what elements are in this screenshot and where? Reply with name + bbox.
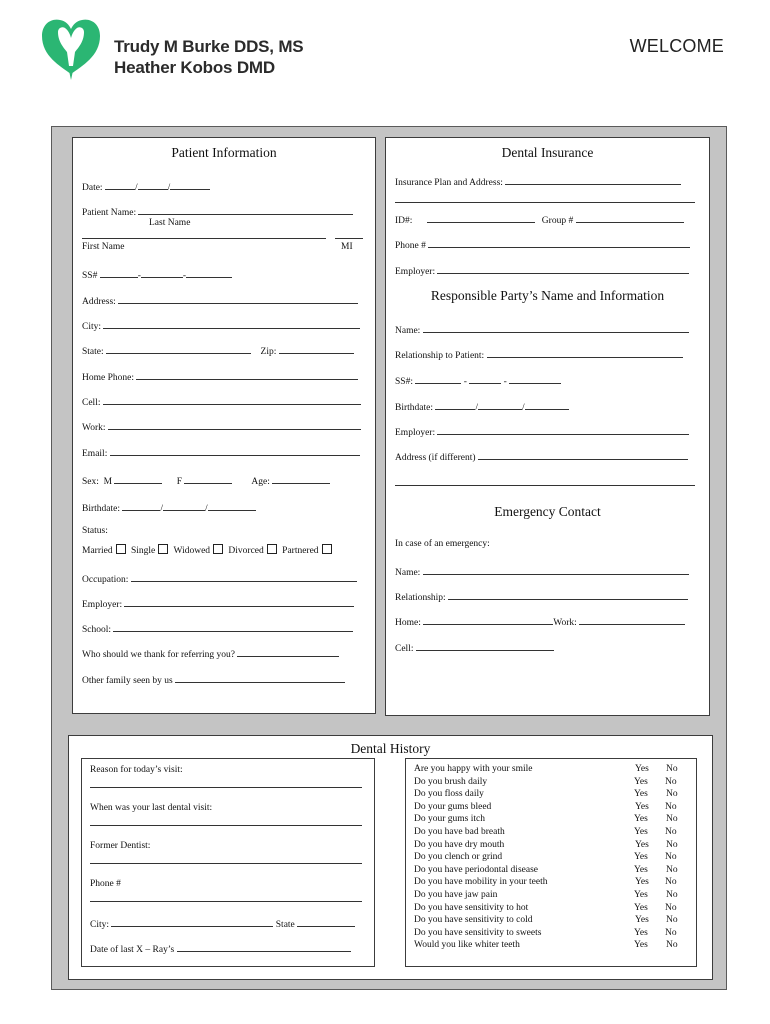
no-option[interactable]: No — [666, 940, 678, 951]
first-name-line[interactable] — [82, 238, 326, 239]
state-zip-field[interactable]: State: Zip: — [82, 344, 354, 357]
last-xray-field[interactable]: Date of last X – Ray’s — [90, 942, 351, 955]
other-family-field[interactable]: Other family seen by us — [82, 673, 345, 686]
insurance-panel — [385, 137, 710, 716]
dental-history-title: Dental History — [350, 741, 431, 756]
yes-option[interactable]: Yes — [634, 927, 648, 938]
no-option[interactable]: No — [666, 764, 678, 774]
patient-information-title: Patient Information — [171, 145, 277, 160]
yes-option[interactable]: Yes — [634, 827, 648, 837]
dental-history-panel — [68, 735, 713, 980]
ss-field[interactable]: SS# - - — [82, 268, 232, 281]
emergency-relationship-field[interactable]: Relationship: — [395, 590, 688, 603]
no-option[interactable]: No — [666, 864, 678, 875]
relationship-to-patient-field[interactable]: Relationship to Patient: — [395, 348, 683, 361]
home-phone-field[interactable]: Home Phone: — [82, 370, 358, 383]
status-widowed-checkbox[interactable] — [213, 544, 223, 554]
sex-age-field[interactable]: Sex: M F Age: — [82, 474, 330, 487]
former-dentist-phone-line[interactable] — [90, 901, 362, 902]
patient-name-field[interactable]: Patient Name: — [82, 205, 353, 218]
patient-information-panel — [72, 137, 376, 714]
mi-line[interactable] — [335, 238, 363, 239]
responsible-birthdate-field[interactable]: Birthdate: / / — [395, 400, 569, 413]
insurance-phone-field[interactable]: Phone # — [395, 238, 690, 251]
yes-option[interactable]: Yes — [635, 764, 649, 774]
status-options[interactable] — [82, 544, 335, 556]
last-visit-label: When was your last dental visit: — [90, 803, 213, 813]
id-group-field[interactable]: ID#: Group # — [395, 213, 684, 226]
responsible-party-title: Responsible Party’s Name and Information — [430, 288, 665, 303]
status-married-checkbox[interactable] — [116, 544, 126, 554]
dental-question: Do you have sensitivity to cold — [414, 915, 533, 926]
status-partnered-checkbox[interactable] — [322, 544, 332, 554]
status-married-label: Married — [82, 546, 113, 556]
no-option[interactable]: No — [665, 902, 677, 913]
dental-question: Do you brush daily — [414, 776, 488, 787]
dental-question: Do you have jaw pain — [414, 890, 498, 900]
responsible-name-field[interactable]: Name: — [395, 323, 689, 336]
practice-logo — [38, 16, 104, 84]
no-option[interactable]: No — [666, 890, 678, 900]
dental-question: Do you have mobility in your teeth — [414, 877, 548, 888]
no-option[interactable]: No — [665, 827, 677, 837]
dental-question: Do you have sensitivity to sweets — [414, 927, 542, 938]
responsible-address-line-2[interactable] — [395, 485, 695, 486]
reason-for-visit-label: Reason for today’s visit: — [90, 765, 183, 775]
status-divorced-label: Divorced — [228, 546, 264, 556]
yes-option[interactable]: Yes — [634, 814, 648, 825]
yes-option[interactable]: Yes — [634, 890, 648, 900]
referral-field[interactable]: Who should we thank for referring you? — [82, 647, 339, 660]
mi-label: MI — [341, 242, 353, 252]
dentist-name-1: Trudy M Burke DDS, MS — [114, 37, 304, 56]
emergency-name-field[interactable]: Name: — [395, 565, 689, 578]
city-field[interactable]: City: — [82, 319, 360, 332]
dentist-name-2: Heather Kobos DMD — [114, 58, 275, 77]
cell-field[interactable]: Cell: — [82, 395, 361, 408]
emergency-home-work-field[interactable]: Home: Work: — [395, 615, 685, 628]
in-case-of-emergency-label: In case of an emergency: — [395, 539, 490, 549]
yes-option[interactable]: Yes — [634, 864, 648, 875]
practice-name — [114, 36, 303, 78]
dental-question: Would you like whiter teeth — [414, 940, 520, 951]
yes-option[interactable]: Yes — [634, 789, 648, 800]
dental-question: Do your gums bleed — [414, 801, 492, 812]
no-option[interactable]: No — [665, 852, 677, 863]
no-option[interactable]: No — [665, 801, 677, 812]
yes-option[interactable]: Yes — [635, 801, 649, 812]
welcome-heading: WELCOME — [629, 36, 724, 56]
dental-question: Do you have bad breath — [414, 827, 505, 837]
last-visit-line[interactable] — [90, 825, 362, 826]
no-option[interactable]: No — [666, 814, 678, 825]
former-dentist-phone-label: Phone # — [90, 879, 121, 889]
no-option[interactable]: No — [665, 877, 677, 888]
yes-option[interactable]: Yes — [634, 852, 648, 863]
status-partnered-label: Partnered — [282, 546, 319, 556]
former-dentist-label: Former Dentist: — [90, 841, 151, 851]
reason-for-visit-line[interactable] — [90, 787, 362, 788]
status-widowed-label: Widowed — [173, 546, 211, 556]
address-field[interactable]: Address: — [82, 294, 358, 307]
dental-question: Do you have dry mouth — [414, 839, 505, 850]
occupation-field[interactable]: Occupation: — [82, 572, 357, 585]
status-label: Status: — [82, 526, 108, 536]
no-option[interactable]: No — [666, 789, 678, 800]
no-option[interactable]: No — [666, 915, 678, 926]
emergency-contact-title: Emergency Contact — [494, 504, 601, 519]
former-dentist-line[interactable] — [90, 863, 362, 864]
status-single-checkbox[interactable] — [158, 544, 168, 554]
insurance-address-line[interactable] — [395, 202, 695, 203]
no-option[interactable]: No — [665, 927, 677, 938]
dental-question: Do you have sensitivity to hot — [414, 902, 529, 913]
last-name-label: Last Name — [149, 218, 191, 228]
dental-questions-box — [405, 758, 697, 967]
yes-option[interactable]: Yes — [634, 776, 648, 787]
responsible-employer-field[interactable]: Employer: — [395, 425, 689, 438]
work-field[interactable]: Work: — [82, 420, 361, 433]
yes-option[interactable]: Yes — [635, 839, 649, 850]
dental-question: Are you happy with your smile — [414, 764, 533, 774]
school-field[interactable]: School: — [82, 622, 353, 635]
date-field[interactable]: Date: / / — [82, 180, 210, 193]
status-divorced-checkbox[interactable] — [267, 544, 277, 554]
yes-option[interactable]: Yes — [634, 902, 648, 913]
insurance-employer-field[interactable]: Employer: — [395, 264, 689, 277]
dental-question: Do you clench or grind — [414, 852, 503, 863]
emergency-cell-field[interactable]: Cell: — [395, 641, 554, 654]
city-state-field[interactable]: City: State — [90, 917, 355, 930]
first-name-label: First Name — [82, 242, 125, 252]
status-single-label: Single — [130, 546, 156, 556]
dental-question: Do you have periodontal disease — [414, 864, 538, 875]
yes-option[interactable]: Yes — [635, 877, 649, 888]
dental-question: Do you floss daily — [414, 789, 484, 800]
yes-option[interactable]: Yes — [635, 915, 649, 926]
yes-option[interactable]: Yes — [634, 940, 648, 951]
dental-question: Do your gums itch — [414, 814, 485, 825]
birthdate-field[interactable]: Birthdate: / / — [82, 501, 256, 514]
insurance-plan-field[interactable]: Insurance Plan and Address: — [395, 175, 681, 188]
dental-insurance-title: Dental Insurance — [501, 145, 594, 160]
responsible-address-field[interactable]: Address (if different) — [395, 450, 688, 463]
no-option[interactable]: No — [665, 776, 677, 787]
email-field[interactable]: Email: — [82, 446, 360, 459]
responsible-ss-field[interactable]: SS#: - - — [395, 374, 561, 387]
employer-field[interactable]: Employer: — [82, 597, 354, 610]
no-option[interactable]: No — [666, 839, 678, 850]
visit-info-box — [81, 758, 375, 967]
